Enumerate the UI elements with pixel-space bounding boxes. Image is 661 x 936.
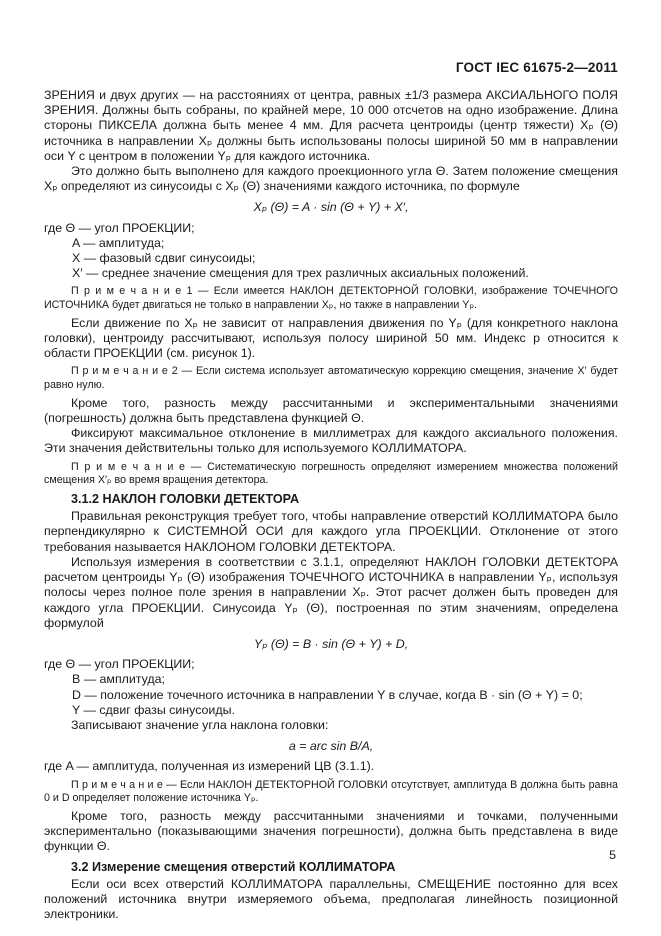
document-code-header: ГОСТ IEC 61675-2—2011 xyxy=(455,60,618,75)
section-heading-3-1-2: 3.1.2 НАКЛОН ГОЛОВКИ ДЕТЕКТОРА xyxy=(71,492,300,507)
paragraph: Кроме того, разность между рассчитанными и экспериментальными значениями (погрешность) должна быть представлена функцией Θ. xyxy=(44,395,618,426)
definition-line: X — фазовый сдвиг синусоиды; xyxy=(72,251,256,266)
definition-line: где Θ — угол ПРОЕКЦИИ; xyxy=(44,657,195,672)
definition-line: Y — сдвиг фазы синусоиды. xyxy=(72,702,235,717)
definition-line: X′ — среднее значение смещения для трех различных аксиальных положений. xyxy=(72,266,529,281)
section-heading-3-2: 3.2 Измерение смещения отверстий КОЛЛИМАТОРА xyxy=(71,859,396,874)
paragraph: Используя измерения в соответствии с 3.1.1, определяют НАКЛОН ГОЛОВКИ ДЕТЕКТОРА расчетом центроиды Yₚ (Θ) изображения ТОЧЕЧНОГО ИСТОЧНИКА в направлении Yₚ, используя полосы через полное поле зрения в направлении Xₚ. Этот расчет должен быть проведен для каждого угла ПРОЕКЦИИ. Синусоида Yₚ (Θ), построенная по этим значениям, определена формулой xyxy=(44,554,618,630)
page-number: 5 xyxy=(609,848,616,862)
document-body xyxy=(44,88,618,922)
paragraph: ЗРЕНИЯ и двух других — на расстояниях от центра, равных ±1/3 размера АКСИАЛЬНОГО ПОЛЯ ЗРЕНИЯ. Должны быть собраны, по крайней мере, 10 000 отсчетов на одно изображение. Длина стороны ПИКСЕЛА должна быть менее 4 мм. Для расчета центроиды (центр тяжести) Xₚ (Θ) источника в направлении Xₚ должны быть использованы полосы шириной 50 мм в направлении оси Y с центром в положении Yₚ для каждого источника. xyxy=(44,88,618,163)
paragraph: где A — амплитуда, полученная из измерений ЦВ (3.1.1). xyxy=(44,759,375,774)
paragraph: Кроме того, разность между рассчитанными значениями и точками, полученными экспериментально (показывающими значения погрешности), должна быть представлена в виде функции Θ. xyxy=(44,808,618,854)
definition-line: A — амплитуда; xyxy=(72,235,165,250)
note-2: П р и м е ч а н и е 2 — Если система использует автоматическую коррекцию смещения, значение X′ будет равно нулю. xyxy=(44,365,618,391)
formula-x-theta: Xₚ (Θ) = A · sin (Θ + Y) + X′, xyxy=(253,200,409,215)
paragraph: Если движение по Xₚ не зависит от направления движения по Yₚ (для конкретного наклона головки), центроиду рассчитывают, используя полосу шириной 50 мм. Индекс p относится к области ПРОЕКЦИИ (см. рисунок 1). xyxy=(44,315,618,361)
note-1: П р и м е ч а н и е 1 — Если имеется НАКЛОН ДЕТЕКТОРНОЙ ГОЛОВКИ, изображение ТОЧЕЧНОГО ИСТОЧНИКА будет двигаться не только в направлении Xₚ, но также в направлении Yₚ. xyxy=(44,285,618,311)
paragraph: Записывают значение угла наклона головки: xyxy=(71,717,329,732)
definition-line: B — амплитуда; xyxy=(72,672,165,687)
formula-y-theta: Yₚ (Θ) = B · sin (Θ + Y) + D, xyxy=(253,636,409,651)
paragraph: Если оси всех отверстий КОЛЛИМАТОРА параллельны, СМЕЩЕНИЕ постоянно для всех положений источника внутри измеряемого объема, предполагая линейность позиционной электроники. xyxy=(44,876,618,922)
note: П р и м е ч а н и е — Если НАКЛОН ДЕТЕКТОРНОЙ ГОЛОВКИ отсутствует, амплитуда B должна быть равна 0 и D определяет положение источника Yₚ. xyxy=(44,778,618,804)
note: П р и м е ч а н и е — Систематическую погрешность определяют измерением множества положений смещения X′ₚ во время вращения детектора. xyxy=(44,460,618,486)
paragraph: Это должно быть выполнено для каждого проекционного угла Θ. Затем положение смещения Xₚ определяют из синусоиды с Xₚ (Θ) значениями каждого источника, по формуле xyxy=(44,164,618,194)
definition-line: где Θ — угол ПРОЕКЦИИ; xyxy=(44,220,195,235)
paragraph: Фиксируют максимальное отклонение в миллиметрах для каждого аксиального положения. Эти значения действительны только для используемого КОЛЛИМАТОРА. xyxy=(44,426,618,456)
paragraph: Правильная реконструкция требует того, чтобы направление отверстий КОЛЛИМАТОРА было перпендикулярно к СИСТЕМНОЙ ОСИ для каждого угла ПРОЕКЦИИ. Отклонение от этого требования называется НАКЛОНОМ ГОЛОВКИ ДЕТЕКТОРА. xyxy=(44,509,618,554)
definition-line: D — положение точечного источника в направлении Y в случае, когда B · sin (Θ + Y) = 0; xyxy=(72,687,583,702)
formula-tilt-angle: a = arc sin B/A, xyxy=(288,739,374,754)
